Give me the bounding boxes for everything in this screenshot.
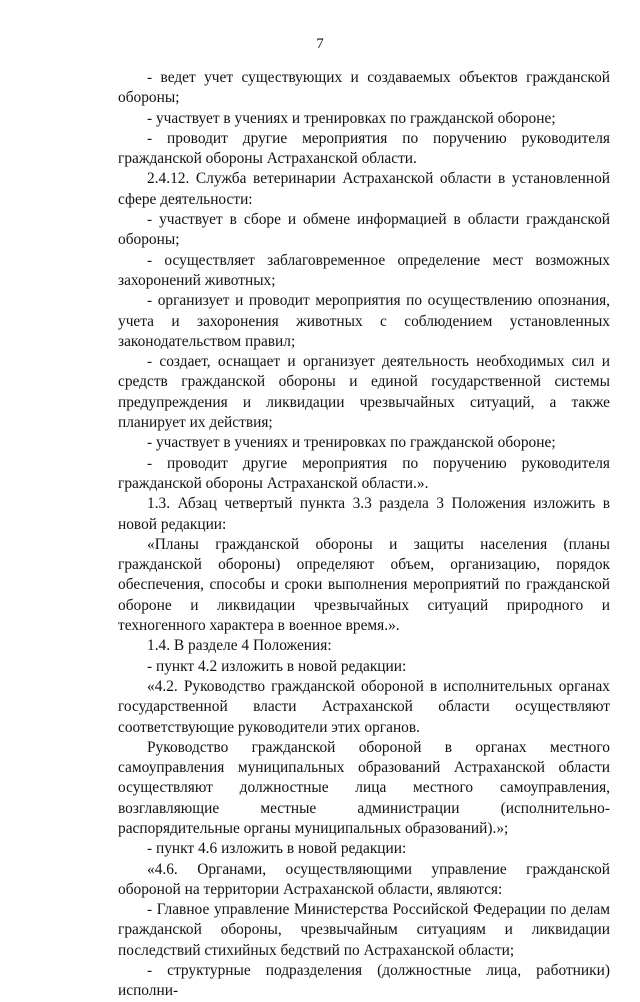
paragraph: 1.4. В разделе 4 Положения: xyxy=(147,637,332,655)
paragraph: Руководство гражданской обороной в органах местного самоуправления муниципальных образований Астраханской области осуществляют должностные лица местного самоуправления, возглавляющие местные администрации (исполнительно-распорядительные органы муниципальных образований).»; xyxy=(118,738,610,837)
paragraph: - создает, оснащает и организует деятельность необходимых сил и средств гражданской обороны и единой государственной системы предупреждения и ликвидации чрезвычайных ситуаций, а также планирует их действия; xyxy=(118,353,610,432)
paragraph: 1.3. Абзац четвертый пункта 3.3 раздела 3 Положения изложить в новой редакции: xyxy=(118,495,610,533)
paragraph: - участвует в учениях и тренировках по гражданской обороне; xyxy=(147,434,556,452)
page-number: 7 xyxy=(316,36,324,52)
paragraph: - Главное управление Министерства Российской Федерации по делам гражданской обороны, чрезвычайным ситуациям и ликвидации последствий стихийных бедствий по Астраханской области; xyxy=(118,901,610,959)
paragraph: - осуществляет заблаговременное определение мест возможных захоронений животных; xyxy=(118,251,610,289)
paragraph: «4.2. Руководство гражданской обороной в исполнительных органах государственной власти Астраханской области осуществляют соответствующие руководители этих органов. xyxy=(118,677,610,736)
paragraph: - ведет учет существующих и создаваемых объектов гражданской обороны; xyxy=(118,69,610,107)
paragraph: - участвует в учениях и тренировках по гражданской обороне; xyxy=(147,109,556,127)
paragraph: «4.6. Органами, осуществляющими управление гражданской обороной на территории Астраханской области, являются: xyxy=(118,860,610,898)
paragraph: - пункт 4.2 изложить в новой редакции: xyxy=(147,657,407,675)
paragraph: - структурные подразделения (должностные лица, работники) исполни- xyxy=(118,962,610,1000)
paragraph: - пункт 4.6 изложить в новой редакции: xyxy=(147,840,407,858)
document-body xyxy=(118,68,610,1002)
paragraph: - проводит другие мероприятия по поручению руководителя гражданской обороны Астраханской области. xyxy=(118,129,610,168)
paragraph: - проводит другие мероприятия по поручению руководителя гражданской обороны Астраханской области.». xyxy=(118,454,610,492)
paragraph: «Планы гражданской обороны и защиты населения (планы гражданской обороны) определяют объем, организацию, порядок обеспечения, способы и сроки выполнения мероприятий по гражданской обороне и ликвидации чрезвычайных ситуаций природного и техногенного характера в военное время.». xyxy=(118,535,610,635)
paragraph: - организует и проводит мероприятия по осуществлению опознания, учета и захоронения животных с соблюдением установленных законодательством правил; xyxy=(118,292,610,350)
paragraph: 2.4.12. Служба ветеринарии Астраханской области в установленной сфере деятельности: xyxy=(118,170,610,208)
paragraph: - участвует в сборе и обмене информацией в области гражданской обороны; xyxy=(118,211,610,249)
